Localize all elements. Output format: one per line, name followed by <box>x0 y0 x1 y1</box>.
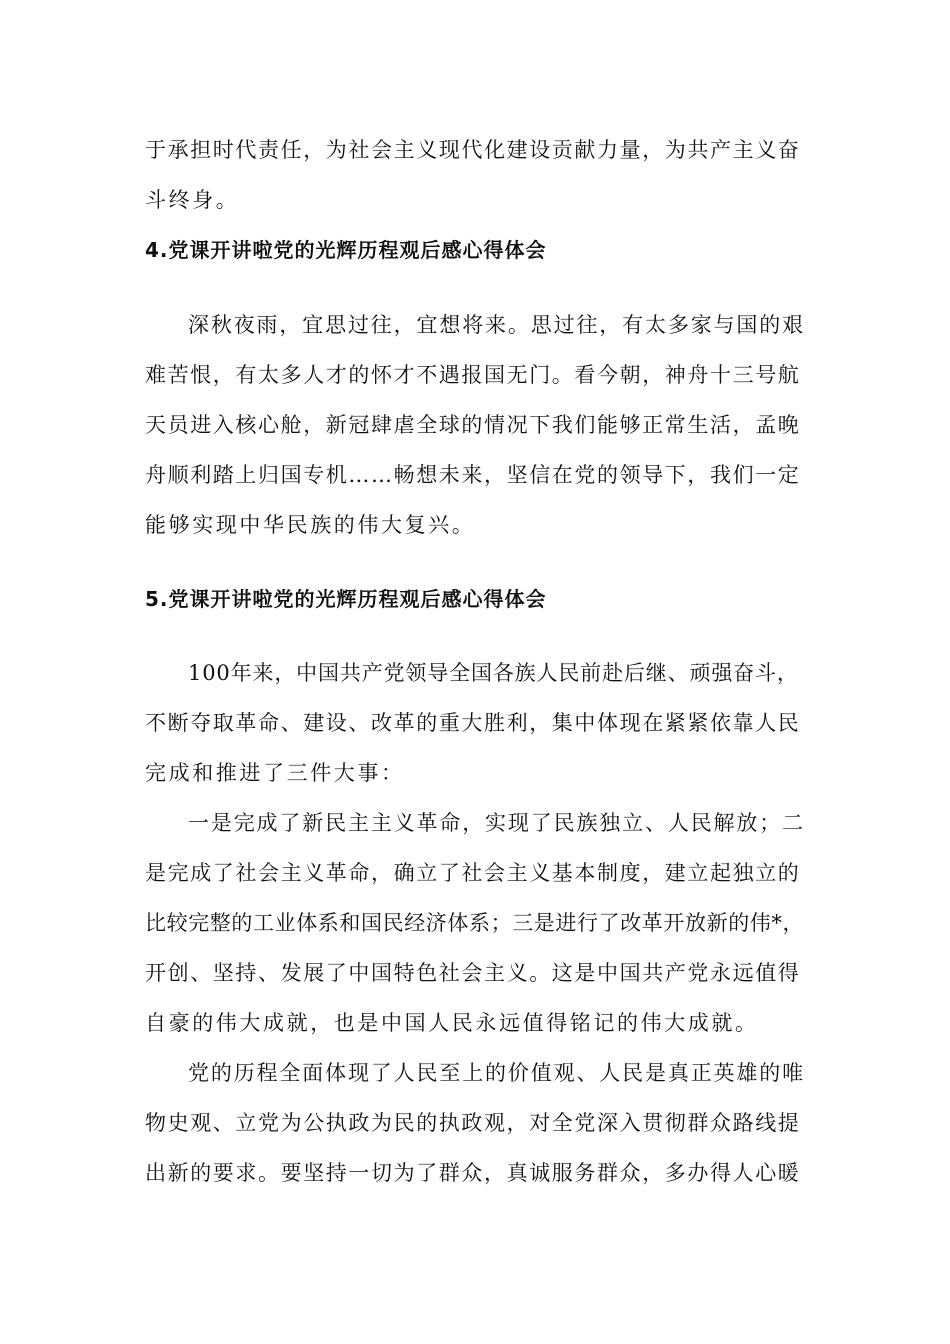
paragraph-line: 100年来，中国共产党领导全国各族人民前赴后继、顽强奋斗， <box>188 661 799 685</box>
paragraph-line: 完成和推进了三件大事： <box>145 761 405 785</box>
paragraph-line: 党的历程全面体现了人民至上的价值观、人民是真正英雄的唯 <box>188 1061 805 1085</box>
paragraph-line: 深秋夜雨，宜思过往，宜想将来。思过往，有太多家与国的艰 <box>188 313 805 337</box>
paragraph-line: 能够实现中华民族的伟大复兴。 <box>145 513 476 537</box>
paragraph-line: 于承担时代责任，为社会主义现代化建设贡献力量，为共产主义奋 <box>145 138 801 162</box>
paragraph-line: 斗终身。 <box>145 188 240 212</box>
paragraph-line: 自豪的伟大成就，也是中国人民永远值得铭记的伟大成就。 <box>145 1011 759 1035</box>
paragraph-line: 开创、坚持、发展了中国特色社会主义。这是中国共产党永远值得 <box>145 961 801 985</box>
paragraph-line: 难苦恨，有太多人才的怀才不遇报国无门。看今朝，神舟十三号航 <box>145 363 801 387</box>
paragraph-line: 是完成了社会主义革命，确立了社会主义基本制度，建立起独立的 <box>145 861 801 885</box>
paragraph-line: 天员进入核心舱，新冠肆虐全球的情况下我们能够正常生活，孟晚 <box>145 413 801 437</box>
section-heading-5: 5.党课开讲啦党的光辉历程观后感心得体会 <box>145 587 547 611</box>
paragraph-line: 不断夺取革命、建设、改革的重大胜利，集中体现在紧紧依靠人民 <box>145 711 801 735</box>
paragraph-line: 出新的要求。要坚持一切为了群众，真诚服务群众，多办得人心暖 <box>145 1161 801 1185</box>
section-heading-4: 4.党课开讲啦党的光辉历程观后感心得体会 <box>145 238 547 262</box>
paragraph-line: 一是完成了新民主主义革命，实现了民族独立、人民解放；二 <box>188 811 805 835</box>
paragraph-line: 物史观、立党为公执政为民的执政观，对全党深入贯彻群众路线提 <box>145 1111 801 1135</box>
paragraph-line: 比较完整的工业体系和国民经济体系；三是进行了改革开放新的伟*， <box>145 911 805 935</box>
paragraph-line: 舟顺利踏上归国专机……畅想未来，坚信在党的领导下，我们一定 <box>145 463 801 487</box>
